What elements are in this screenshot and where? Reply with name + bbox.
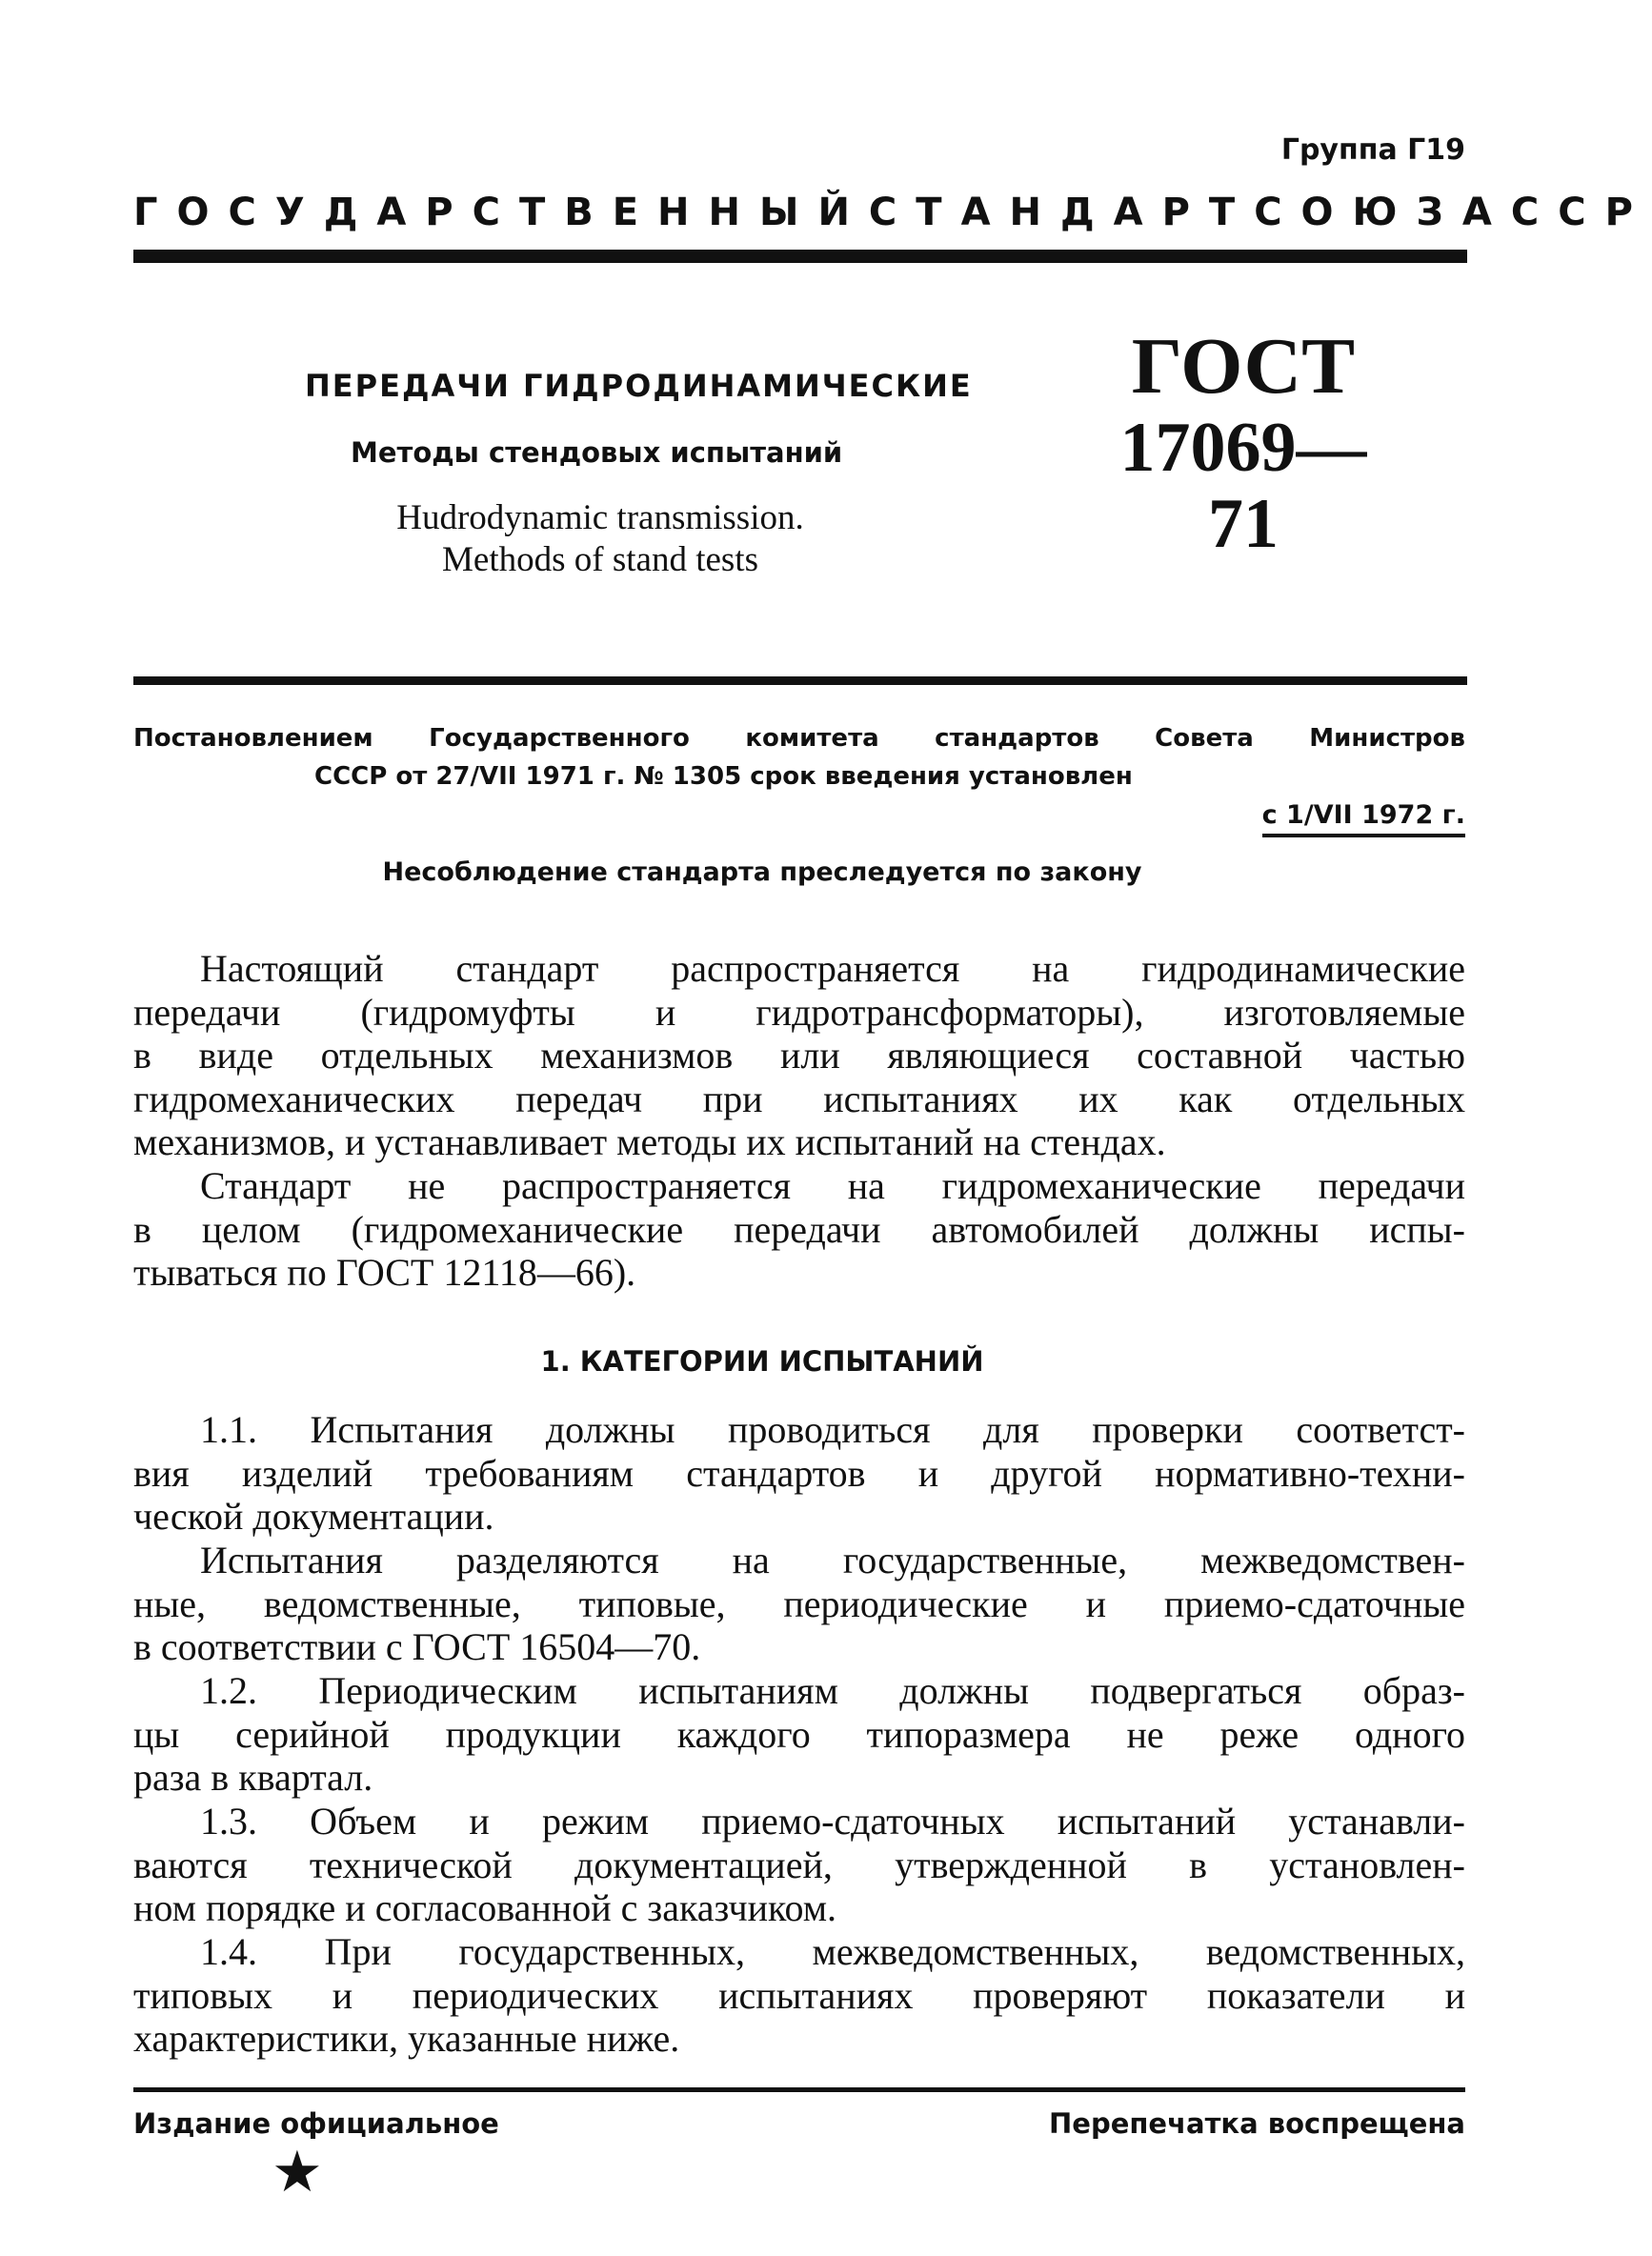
decree-line: Постановлением Государственного комитета стандартов Совета Министров xyxy=(133,724,1465,753)
english-title-line: Methods of stand tests xyxy=(442,540,758,579)
text-line: 1.3. Объем и режим приемо-сдаточных испытаний устанавли- xyxy=(200,1800,1465,1843)
text-line: 1.1. Испытания должны проводиться для проверки соответст- xyxy=(200,1408,1465,1451)
text-line: характеристики, указанные ниже. xyxy=(133,2017,680,2060)
state-title-word: СОЮЗА xyxy=(1254,191,1511,234)
text-line: вия изделий требованиям стандартов и другой нормативно-техни- xyxy=(133,1451,1465,1495)
decree-effective-date: с 1/VII 1972 г. xyxy=(1262,800,1465,837)
top-divider xyxy=(133,250,1467,263)
document-subtitle: Методы стендовых испытаний xyxy=(351,436,843,469)
text-line: раза в квартал. xyxy=(133,1756,373,1799)
gost-label: ГОСТ xyxy=(1131,322,1356,411)
group-label: Группа Г19 xyxy=(1280,133,1465,167)
text-line: ваются технической документацией, утвержденной в установлен- xyxy=(133,1843,1465,1886)
intro-paragraph xyxy=(133,947,1465,1164)
text-line: цы серийной продукции каждого типоразмера не реже одного xyxy=(133,1712,1465,1756)
state-title-word: ГОСУДАРСТВЕННЫЙ xyxy=(133,191,869,234)
clause-1-1 xyxy=(133,1408,1465,1539)
document-title: ПЕРЕДАЧИ ГИДРОДИНАМИЧЕСКИЕ xyxy=(305,368,973,404)
english-title xyxy=(286,497,915,581)
english-title-line: Hudrodynamic transmission. xyxy=(396,498,804,537)
text-line: ческой документации. xyxy=(133,1495,494,1538)
middle-divider xyxy=(133,676,1467,685)
text-line: ном порядке и согласованной с заказчиком. xyxy=(133,1886,837,1929)
text-line: типовых и периодических испытаниях проверяют показатели и xyxy=(133,1973,1465,2017)
text-line: тываться по ГОСТ 12118—66). xyxy=(133,1251,636,1294)
text-line: 1.4. При государственных, межведомственных, ведомственных, xyxy=(200,1930,1465,1973)
edition-label: Издание официальное xyxy=(133,2107,499,2140)
state-standard-title xyxy=(133,191,1652,234)
text-line: 1.2. Периодическим испытаниям должны подвергаться образ- xyxy=(200,1669,1465,1712)
decree-line: СССР от 27/VII 1971 г. № 1305 срок введения установлен xyxy=(314,762,1133,791)
text-line: передачи (гидромуфты и гидротрансформаторы), изготовляемые xyxy=(133,990,1465,1034)
text-line: в соответствии с ГОСТ 16504—70. xyxy=(133,1625,701,1668)
clause-1-1-continued xyxy=(133,1539,1465,1669)
text-line: ные, ведомственные, типовые, периодические и приемо-сдаточные xyxy=(133,1581,1465,1625)
text-line: в виде отдельных механизмов или являющиеся составной частью xyxy=(133,1034,1465,1077)
bottom-divider xyxy=(133,2087,1465,2092)
section-heading: 1. КАТЕГОРИИ ИСПЫТАНИЙ xyxy=(540,1345,984,1378)
intro-paragraph xyxy=(133,1164,1465,1295)
text-line: механизмов, и устанавливает методы их испытаний на стендах. xyxy=(133,1120,1166,1163)
gost-number: 17069—71 xyxy=(1119,409,1367,563)
clause-1-4 xyxy=(133,1930,1465,2061)
text-line: в целом (гидромеханические передачи автомобилей должны испы- xyxy=(133,1207,1465,1251)
text-line: Стандарт не распространяется на гидромеханические передачи xyxy=(200,1164,1465,1207)
state-title-word: СТАНДАРТ xyxy=(868,191,1255,234)
text-line: Настоящий стандарт распространяется на гидродинамические xyxy=(200,947,1465,990)
gost-designation xyxy=(1096,324,1391,562)
text-line: Испытания разделяются на государственные, межведомствен- xyxy=(200,1539,1465,1581)
clause-1-3 xyxy=(133,1800,1465,1930)
text-line: гидромеханических передач при испытаниях их как отдельных xyxy=(133,1077,1465,1120)
reprint-notice: Перепечатка воспрещена xyxy=(1049,2107,1465,2140)
law-notice: Несоблюдение стандарта преследуется по закону xyxy=(382,857,1142,887)
state-title-word: ССР xyxy=(1510,191,1652,234)
clause-1-2 xyxy=(133,1669,1465,1800)
star-icon: ★ xyxy=(272,2141,323,2204)
